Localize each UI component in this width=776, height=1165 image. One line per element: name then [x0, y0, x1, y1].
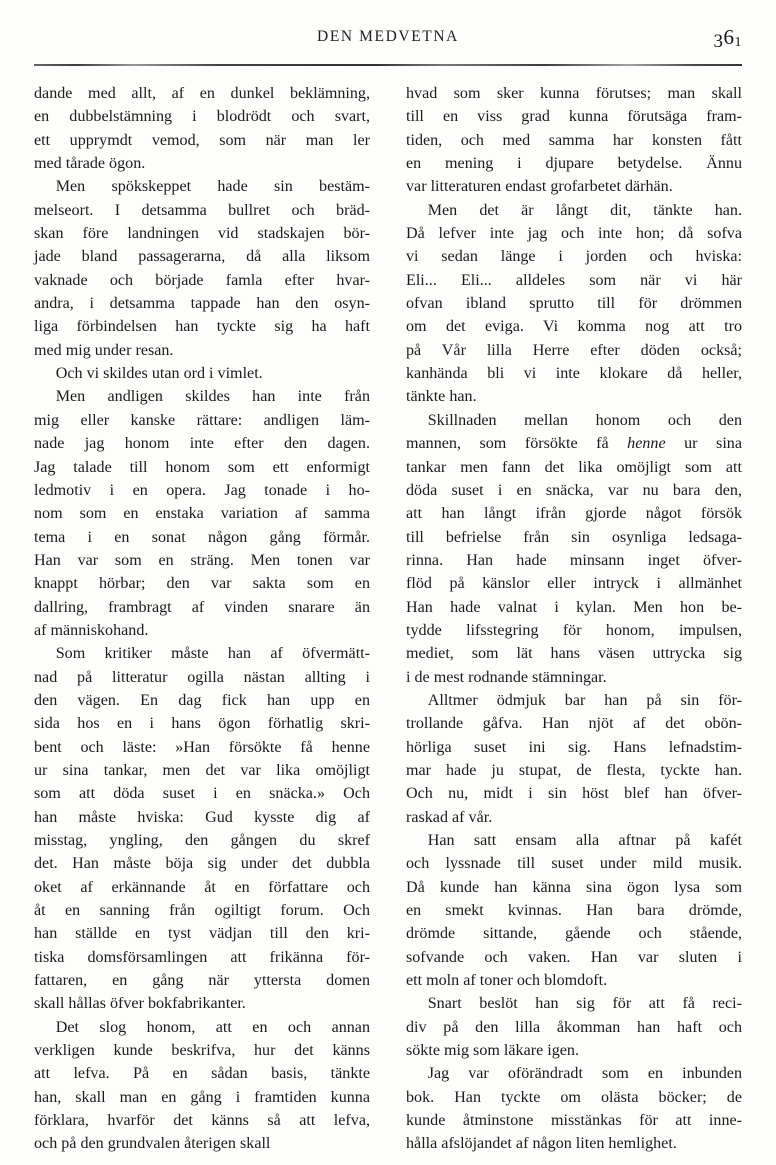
text-line: ett moln af toner och blomdoft. [406, 972, 608, 990]
text-line: ett upprymdt vemod, som när man ler [34, 131, 370, 149]
text-line: vi sedan länge i jorden och hviska: [406, 248, 742, 266]
paragraph [34, 82, 370, 175]
running-head: DEN MEDVETNA [317, 28, 459, 45]
paragraph [406, 689, 742, 829]
text-line: bok. Han tyckte om olästa böcker; de [406, 1088, 742, 1106]
text-line: hvad som sker kunna förutses; man skall [406, 85, 742, 102]
header-rule [34, 64, 742, 66]
text-line: en mening i djupare betydelse. Ännu [406, 155, 742, 173]
text-line: drömde sittande, gående och stående, [406, 925, 742, 943]
text-line: dallring, frambragt af vinden snarare än [34, 598, 370, 616]
text-line: att lefva. På en sådan basis, tänkte [34, 1065, 370, 1083]
text-line: tankar men fann det lika omöjligt som att [406, 458, 742, 476]
text-line: en smekt kvinnas. Han bara drömde, [406, 902, 742, 920]
text-line: mannen, som försökte få henne ur sina [406, 435, 742, 453]
text-line: bent och läste: »Han försökte få henne [34, 738, 370, 756]
text-line: han måste hviska: Gud kysste dig af [34, 808, 370, 826]
text-line: Som kritiker måste han af öfvermätt- [55, 645, 370, 663]
text-line: om det eviga. Vi komma nog att tro [406, 318, 742, 336]
text-line: Jag talade till honom som ett enformigt [34, 458, 370, 476]
text-line: döda suset i en snäcka, var nu bara den, [406, 481, 742, 499]
paragraph [406, 409, 742, 689]
text-line: oket af erkännande åt en författare och [34, 878, 370, 896]
text-line: förklara, hvarför det känns så att lefva, [34, 1112, 370, 1130]
text-line: melseort. I detsamma bullret och bräd- [34, 201, 370, 219]
text-line: Men spökskeppet hade sin bestäm- [55, 178, 370, 196]
paragraph [34, 175, 370, 362]
text-line: jade bland passagerarna, då alla liksom [34, 248, 370, 266]
text-line: Då kunde han känna sina ögon lysa som [406, 878, 742, 896]
text-line: af människohand. [34, 621, 149, 639]
text-line: Det slog honom, att en och annan [55, 1018, 370, 1036]
text-line: att han långt ifrån gjorde något försök [406, 505, 742, 523]
text-line: Men det är långt dit, tänkte han. [427, 201, 742, 219]
text-line: rinna. Han hade minsann inget öfver- [406, 551, 742, 569]
text-line: mig eller kanske rättare: andligen läm- [34, 411, 370, 429]
paragraph [34, 1016, 370, 1156]
text-line: en dubbelstämning i blodrödt och svart, [34, 108, 370, 126]
text-line: med tårade ögon. [34, 155, 146, 173]
text-line: flöd på känslor eller intryck i allmänhet [406, 575, 742, 593]
text-line: nom som en enstaka variation af samma [34, 505, 370, 523]
text-line: kunde åtminstone misstänkas för att inne- [406, 1112, 742, 1130]
text-line: och lyssnade till suset under mild musik. [406, 855, 742, 873]
text-line: mediet, som lät hans väsen uttrycka sig [406, 645, 742, 663]
text-line: raskad af vår. [406, 808, 493, 826]
text-line: på Vår lilla Herre efter döden också; [406, 341, 742, 359]
text-line: Han satt ensam alla aftnar på kafét [427, 832, 742, 849]
paragraph [34, 642, 370, 1016]
text-line: Alltmer ödmjuk bar han på sin för- [427, 691, 742, 709]
paragraph [406, 829, 742, 992]
text-line: hålla afslöjandet af någon liten hemlighet. [406, 1135, 677, 1153]
text-line: var litteraturen endast grofarbetet därhän. [406, 178, 673, 196]
text-line: den vägen. En dag fick han upp en [34, 691, 370, 709]
text-line: Jag var oförändradt som en inbunden [427, 1065, 742, 1083]
text-line: Då lefver inte jag och inte hon; då sofva [406, 225, 742, 243]
text-line: ledmotiv i en opera. Jag tonade i ho- [34, 481, 370, 499]
paragraph [34, 385, 370, 642]
right-column [406, 82, 742, 1153]
text-line: nad på litteratur ogilla nästan allting i [34, 668, 370, 686]
text-line: skall hållas öfver bokfabrikanter. [34, 995, 246, 1013]
text-line: liga förbindelsen han tyckte sig ha haft [34, 318, 370, 336]
text-body [34, 82, 742, 1153]
paragraph [406, 1062, 742, 1155]
text-line: åt en sanning från ogiltigt forum. Och [34, 902, 370, 920]
text-line: tema i en sonat någon gång förmår. [34, 528, 370, 546]
text-line: tänkte han. [406, 388, 477, 406]
text-line: verkligen kunde beskrifva, hur det känns [34, 1042, 370, 1060]
text-line: ur sina tankar, men det var lika omöjligt [34, 761, 370, 779]
text-line: sökte mig som läkare igen. [406, 1042, 579, 1060]
text-line: det. Han måste böja sig under det dubbla [34, 855, 370, 873]
folio-digit-1: 3 [713, 31, 724, 52]
text-line: fattaren, en gång när yttersta domen [34, 972, 370, 990]
page-number [714, 26, 743, 51]
text-line: i de mest rodnande stämningar. [406, 668, 607, 686]
text-line: sida hos en i hans ögon förhatlig skri- [34, 715, 370, 733]
text-line: han, skall man en gång i framtiden kunna [34, 1088, 370, 1106]
text-line: div på den lilla åkomman han haft och [406, 1018, 742, 1036]
text-line: mar hade ju stupat, de flesta, tyckte han. [406, 761, 742, 779]
paragraph [406, 199, 742, 409]
text-line: misstag, yngling, den gången du skref [34, 832, 370, 849]
paragraph [34, 362, 370, 385]
text-line: trollande gåfva. Han njöt af det obön- [406, 715, 742, 733]
folio-digit-3: 1 [734, 35, 742, 50]
text-line: Han hade valnat i kylan. Men hon be- [406, 598, 742, 616]
text-line: tydde lifsstegring för honom, impulsen, [406, 621, 742, 639]
paragraph [406, 992, 742, 1062]
text-line: sofvande och vaken. Han var sluten i [406, 948, 742, 966]
text-line: Och vi skildes utan ord i vimlet. [55, 365, 263, 383]
text-line: skan före landningen vid stadskajen bör- [34, 225, 370, 243]
paragraph [406, 82, 742, 199]
text-line: till befrielse från sin osynliga ledsaga- [406, 528, 742, 546]
text-line: tiden, och med samma har konsten fått [406, 131, 742, 149]
folio-digit-2: 6 [723, 25, 735, 49]
text-line: Snart beslöt han sig för att få reci- [427, 995, 742, 1013]
text-line: dande med allt, af en dunkel beklämning, [34, 85, 370, 102]
text-line: Och nu, midt i sin höst blef han öfver- [406, 785, 742, 803]
text-line: Han var som en sträng. Men tonen var [34, 551, 370, 569]
text-line: Eli... Eli... alldeles som när vi här [406, 271, 742, 289]
text-line: och på den grundvalen återigen skall [34, 1135, 271, 1153]
text-line: hörliga suset ini sig. Hans lefnadstim- [406, 738, 742, 756]
text-line: kanhända bli vi inte klokare då heller, [406, 365, 742, 383]
text-line: ofvan ibland sprutto till för drömmen [406, 295, 742, 313]
text-line: andra, i detsamma tappade han den osyn- [34, 295, 370, 313]
text-line: nade jag honom inte efter den dagen. [34, 435, 370, 453]
italic-word: henne [627, 435, 666, 453]
text-line: vaknade och började famla efter hvar- [34, 271, 370, 289]
text-line: han ställde en tyst vädjan till den kri- [34, 925, 370, 943]
text-line: Men andligen skildes han inte från [55, 388, 370, 406]
left-column [34, 82, 370, 1153]
text-line: till en viss grad kunna förutsäga fram- [406, 108, 742, 126]
text-line: som att döda suset i en snäcka.» Och [34, 785, 370, 803]
text-line: knappt hörbar; den var sakta som en [34, 575, 370, 593]
text-line: tiska domsförsamlingen att frikänna för- [34, 948, 370, 966]
page-header [34, 25, 742, 70]
text-line: Skillnaden mellan honom och den [427, 411, 742, 429]
text-line: med mig under resan. [34, 341, 174, 359]
